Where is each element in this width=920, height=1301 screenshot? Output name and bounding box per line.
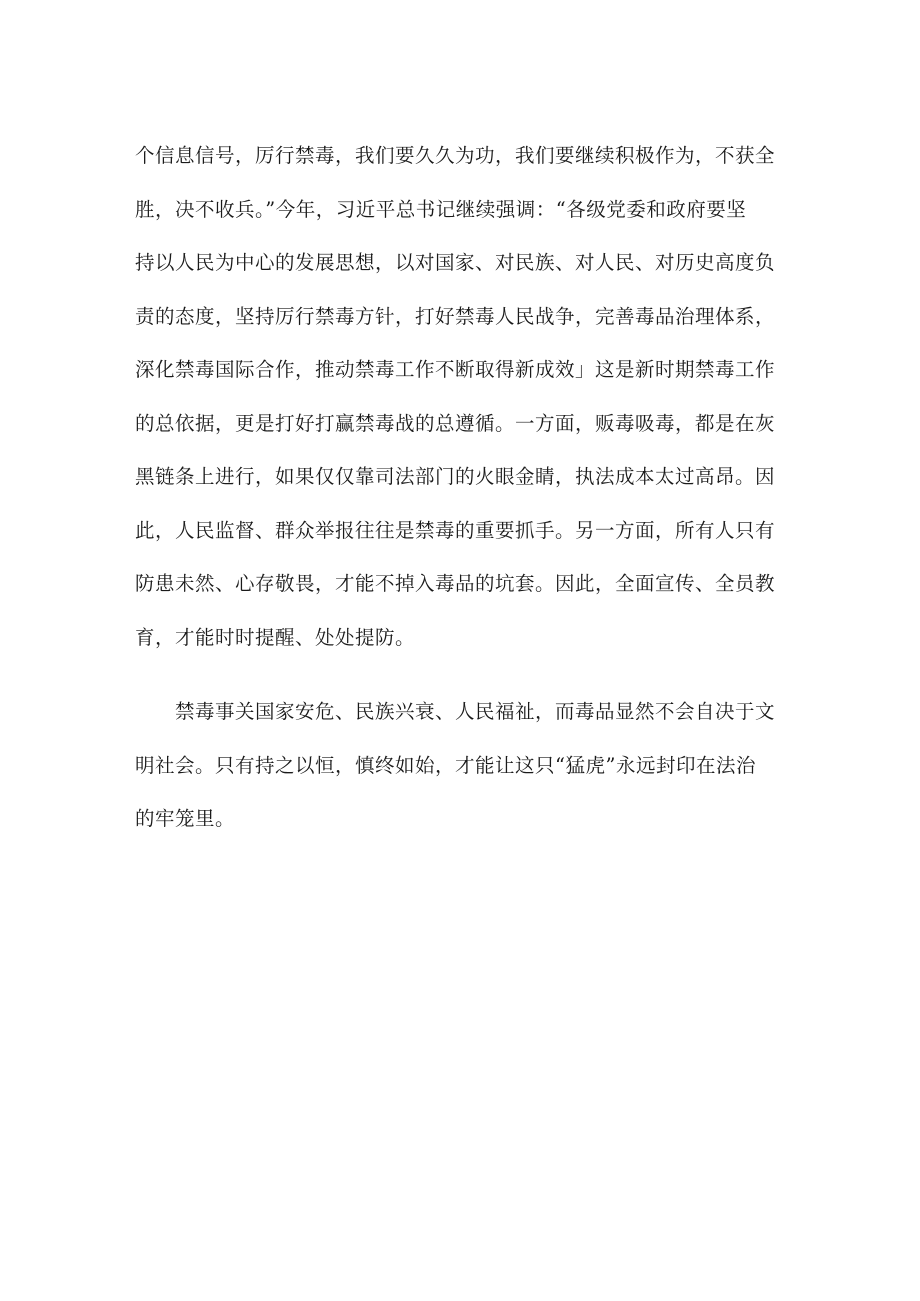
- paragraph-2-line: 的牢笼里。: [135, 807, 236, 830]
- paragraph-1-line: 育，才能时时提醒、处处提防。: [135, 625, 416, 649]
- paragraph-2-line: 明社会。只有持之以恒，慎终如始，才能让这只“猛虎”永远封印在法治: [135, 753, 756, 777]
- paragraph-1: [135, 129, 780, 664]
- paragraph-1-line: 持以人民为中心的发展思想，以对国家、对民族、对人民、对历史高度负: [135, 251, 776, 274]
- paragraph-1-line: 的总依据，更是打好打赢禁毒战的总遵循。一方面，贩毒吸毒，都是在灰: [135, 411, 776, 435]
- paragraph-1-line: 黑链条上进行，如果仅仅靠司法部门的火眼金睛，执法成本太过高昂。因: [135, 465, 776, 488]
- paragraph-2-line: 禁毒事关国家安危、民族兴衰、人民福祉，而毒品显然不会自决于文: [175, 700, 776, 723]
- paragraph-1-line: 防患未然、心存敬畏，才能不掉入毒品的坑套。因此，全面宣传、全员教: [135, 572, 776, 595]
- paragraph-1-line: 深化禁毒国际合作，推动禁毒工作不断取得新成效」这是新时期禁毒工作: [135, 358, 776, 381]
- paragraph-2: [135, 685, 780, 846]
- paragraph-1-line: 个信息信号，厉行禁毒，我们要久久为功，我们要继续积极作为，不获全: [135, 144, 776, 167]
- paragraph-1-line: 此，人民监督、群众举报往往是禁毒的重要抓手。另一方面，所有人只有: [135, 518, 776, 542]
- paragraph-1-line: 胜，决不收兵。”今年，习近平总书记继续强调：“各级党委和政府要坚: [135, 197, 747, 221]
- paragraph-1-line: 责的态度，坚持厉行禁毒方针，打好禁毒人民战争，完善毒品治理体系，: [135, 304, 776, 328]
